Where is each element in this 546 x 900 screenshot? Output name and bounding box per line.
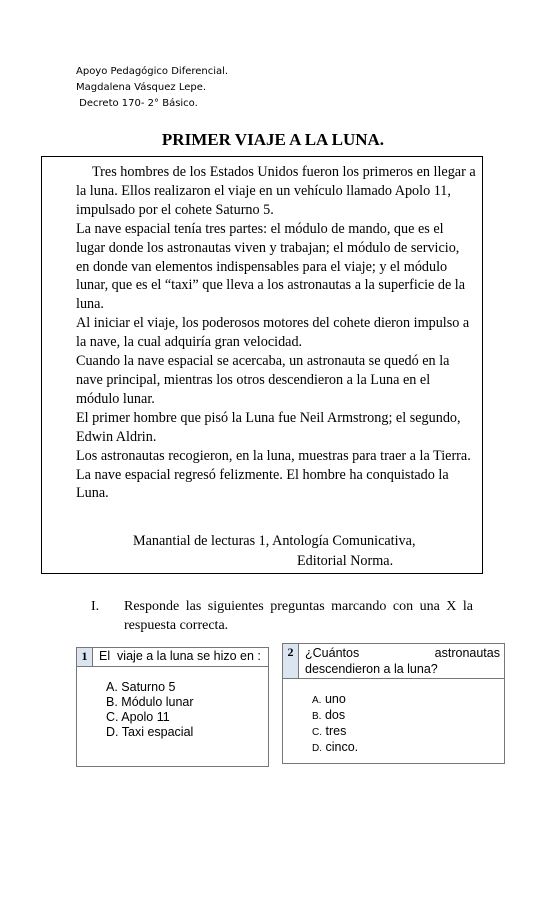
option-text: tres	[325, 724, 347, 738]
option-letter: B.	[312, 711, 322, 722]
story-text	[76, 163, 476, 503]
question-box-1	[76, 647, 269, 767]
answer-option[interactable]	[312, 692, 358, 708]
question-box-2	[282, 643, 505, 764]
option-text: dos	[324, 708, 346, 722]
source-publisher: Editorial Norma.	[297, 553, 394, 569]
instructions	[91, 597, 473, 635]
question-text: ¿Cuántos astronautas descendieron a la luna?	[305, 646, 500, 676]
story-paragraph: Los astronautas recogieron, en la luna, muestras para traer a la Tierra. La nave espacial regresó felizmente. El hombre ha conquistado la Luna.	[76, 447, 471, 502]
question-number: 2	[283, 644, 299, 678]
question-number: 1	[77, 648, 93, 666]
source-citation: Manantial de lecturas 1, Antología Comunicativa,	[133, 533, 416, 549]
instructions-text: Responde las siguientes preguntas marcando con una X la respuesta correcta.	[124, 599, 473, 633]
answer-option[interactable]: A. Saturno 5	[106, 680, 176, 694]
answer-option[interactable]	[312, 740, 358, 756]
option-letter: C.	[312, 727, 322, 738]
story-paragraph: Tres hombres de los Estados Unidos fueron los primeros en llegar a la luna. Ellos realizaron el viaje en un vehículo llamado Apolo 11, impulsado por el cohete Saturno 5.	[76, 164, 476, 218]
option-letter: D.	[312, 743, 322, 754]
option-text: cinco.	[325, 740, 359, 754]
question-header	[283, 644, 504, 679]
answer-option[interactable]: D. Taxi espacial	[106, 725, 194, 739]
reading-box	[41, 156, 483, 574]
option-letter: A.	[312, 695, 322, 706]
answer-options	[312, 692, 358, 756]
header-line-teacher: Magdalena Vásquez Lepe.	[76, 82, 207, 93]
story-paragraph: Cuando la nave espacial se acercaba, un astronauta se quedó en la nave principal, mientras los otros descendieron a la Luna en el módulo lunar.	[76, 353, 450, 407]
story-paragraph: Al iniciar el viaje, los poderosos motores del cohete dieron impulso a la nave, la cual adquiría gran velocidad.	[76, 315, 470, 351]
answer-options	[106, 680, 194, 740]
answer-option[interactable]: C. Apolo 11	[106, 710, 170, 724]
answer-option[interactable]	[312, 724, 358, 740]
document-header	[76, 64, 228, 112]
answer-option[interactable]: B. Módulo lunar	[106, 695, 194, 709]
question-text: El viaje a la luna se hizo en :	[99, 649, 261, 663]
page-title: PRIMER VIAJE A LA LUNA.	[161, 130, 385, 149]
story-paragraph: La nave espacial tenía tres partes: el módulo de mando, que es el lugar donde los astronautas viven y trabajan; el módulo de servicio, en donde van elementos indispensables para el viaje; y el módulo lunar, que es el “taxi” que lleva a los astronautas a la superficie de la luna.	[76, 220, 466, 313]
option-text: uno	[324, 692, 346, 706]
story-paragraph: El primer hombre que pisó la Luna fue Neil Armstrong; el segundo, Edwin Aldrin.	[76, 409, 461, 445]
header-line-program: Apoyo Pedagógico Diferencial.	[76, 66, 229, 77]
instructions-number: I.	[91, 599, 100, 614]
question-header	[77, 648, 268, 667]
header-line-decree: Decreto 170- 2° Básico.	[76, 98, 198, 109]
answer-option[interactable]	[312, 708, 358, 724]
